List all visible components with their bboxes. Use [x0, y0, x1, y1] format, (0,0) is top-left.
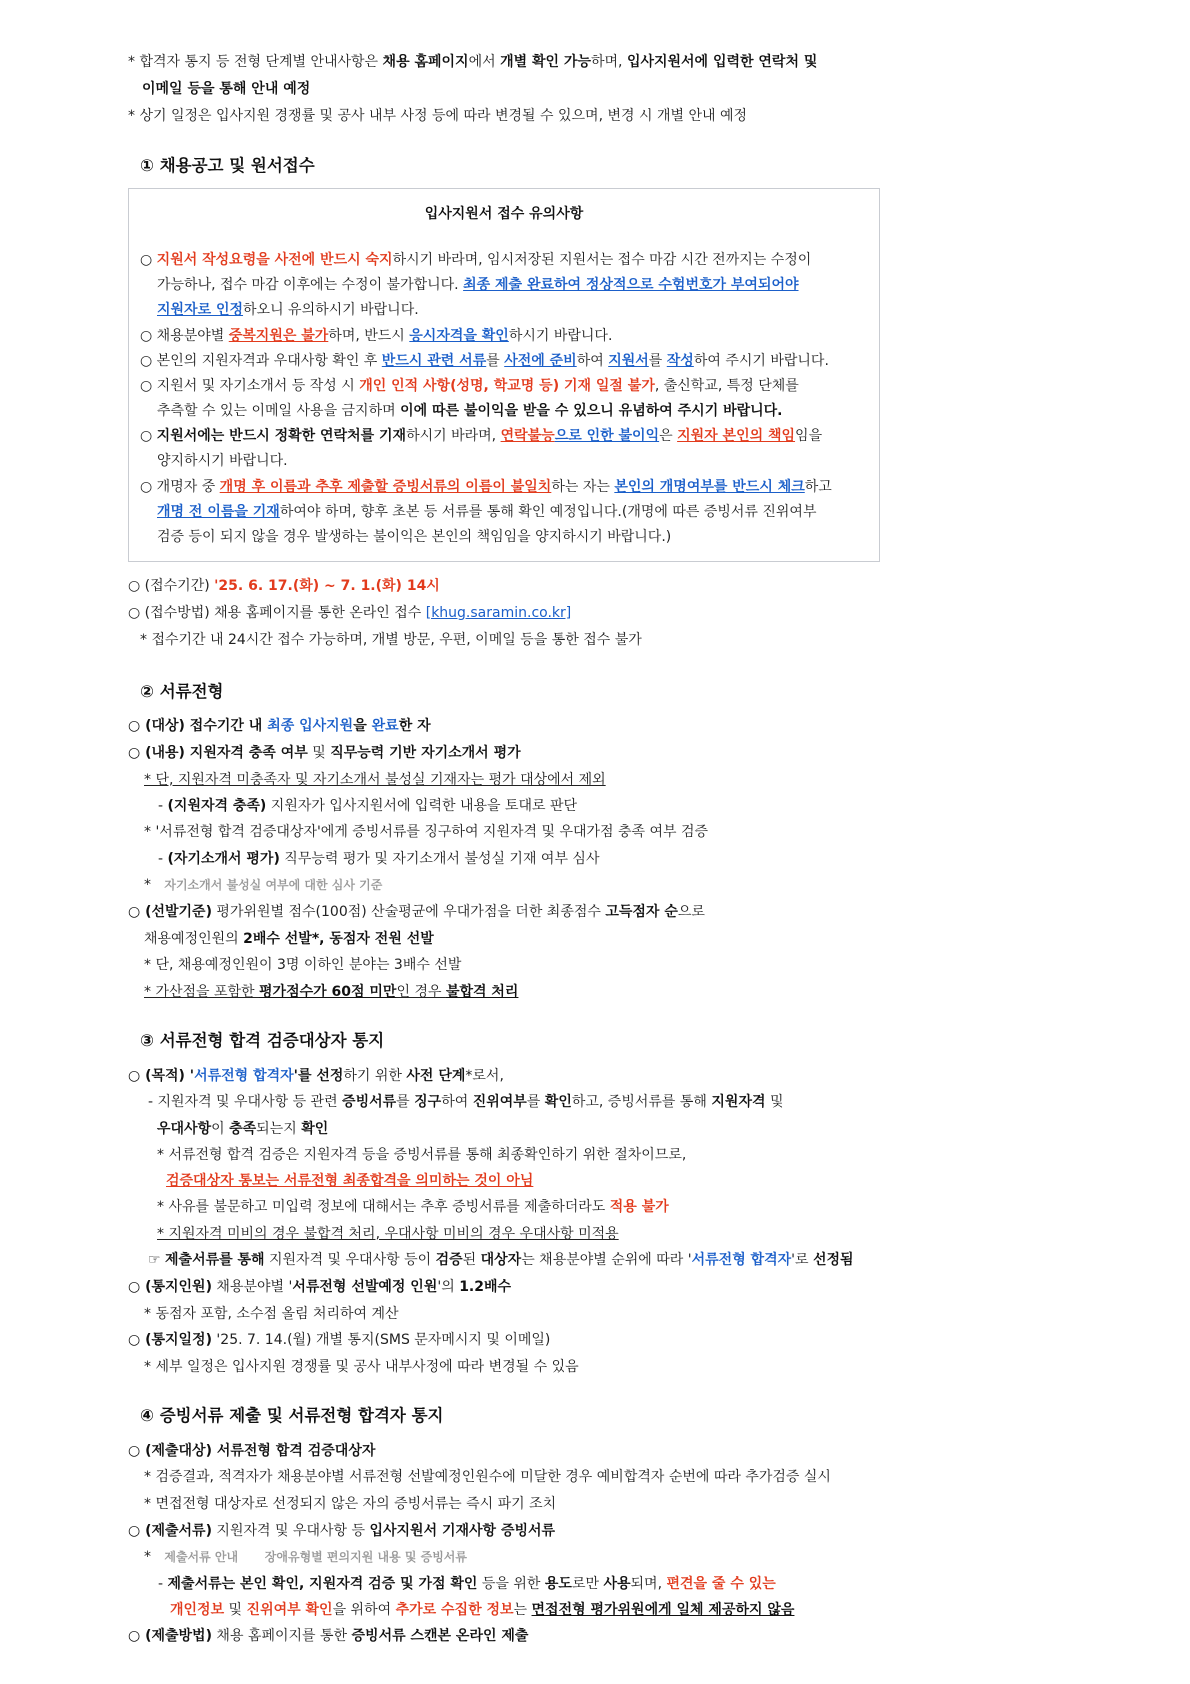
- text: ○ (통지인원): [128, 1279, 212, 1295]
- text: 및: [224, 1602, 247, 1618]
- text: 된: [462, 1252, 481, 1268]
- text: 를: [396, 1094, 415, 1110]
- text: ○ (통지일정): [128, 1332, 212, 1348]
- section-heading-2: ② 서류전형: [140, 682, 224, 701]
- text: 지원자 본인의 책임: [677, 428, 796, 444]
- text: 은: [659, 428, 678, 444]
- s4-note-2: * 면접전형 대상자로 선정되지 않은 자의 증빙서류는 즉시 파기 조치: [144, 1496, 557, 1512]
- text: 사전에 준비: [504, 353, 577, 369]
- text: 이: [211, 1121, 230, 1137]
- text: 지원서에는 반드시 정확한 연락처를 기재: [156, 428, 407, 444]
- documents-guide-link[interactable]: 제출서류 안내: [164, 1550, 239, 1564]
- s2-qualification: [158, 796, 577, 816]
- text: 하고, 증빙서류를 통해: [571, 1094, 712, 1110]
- text: 인 경우: [396, 984, 446, 1000]
- s4-usage-cont: [170, 1600, 794, 1620]
- notice-line-6: ○ 지원서 및 자기소개서 등 작성 시 개인 인적 사항(성명, 학교명 등) 기재 일절 불가, 출신학교, 특정 단체를: [140, 378, 799, 394]
- notice-line-12: 검증 등이 되지 않을 경우 발생하는 불이익은 본인의 책임임을 양지하시기 바랍니다.): [157, 529, 672, 545]
- s3-note-3: * 지원자격 미비의 경우 불합격 처리, 우대사항 미비의 경우 우대사항 미적용: [157, 1226, 619, 1242]
- text: 등을 위한: [477, 1576, 545, 1592]
- text: 개인 인적 사항(성명, 학교명 등) 기재 일절 불가: [359, 378, 655, 394]
- text: 지원서 작성요령을 사전에 반드시 숙지: [156, 252, 393, 268]
- text: 으로: [677, 904, 705, 920]
- text: 채용분야별 ': [211, 1279, 293, 1295]
- disability-support-link[interactable]: 장애유형별 편의지원 내용 및 증빙서류: [264, 1550, 467, 1564]
- notice-line-11: [157, 502, 816, 522]
- text: ○ (제출대상): [128, 1443, 212, 1459]
- s2-fail-note: [144, 982, 518, 1002]
- text: 징구: [414, 1094, 442, 1110]
- text: '25. 6. 17.(화) ~ 7. 1.(화) 14시: [214, 578, 440, 594]
- top-note-1: [128, 52, 817, 72]
- text: 용도: [544, 1576, 572, 1592]
- text: 편견을 줄 수 있는: [666, 1576, 776, 1592]
- s3-note-2: [157, 1197, 669, 1217]
- text: 확인: [544, 1094, 572, 1110]
- text: 로만: [571, 1576, 604, 1592]
- text: 하기 위한: [343, 1068, 407, 1084]
- text: 지원서 및 자기소개서 등 작성 시: [156, 378, 360, 394]
- text: 으로 인한 불이익: [554, 428, 660, 444]
- text: -: [158, 1576, 168, 1592]
- notice-line-1: ○ 지원서 작성요령을 사전에 반드시 숙지하시기 바라며, 임시저장된 지원서는 접수 마감 시간 전까지는 수정이: [140, 252, 812, 268]
- text: 를: [648, 353, 667, 369]
- section-heading-3: ③ 서류전형 합격 검증대상자 통지: [140, 1031, 385, 1050]
- text: 충족: [229, 1121, 257, 1137]
- text: 하시기 바라며, 임시저장된 지원서는 접수 마감 시간 전까지는 수정이: [392, 252, 812, 268]
- top-note-2: * 상기 일정은 입사지원 경쟁률 및 공사 내부 사정 등에 따라 변경될 수 있으며, 변경 시 개별 안내 예정: [128, 108, 747, 124]
- text: 하여 주시기 바랍니다.: [693, 353, 829, 369]
- text: 이에 따른 불이익을 받을 수 있으니 유념하여 주시기 바랍니다.: [400, 403, 783, 419]
- text: -: [158, 798, 168, 814]
- text: 에서: [468, 54, 501, 70]
- notice-line-3: [157, 300, 419, 320]
- text: 지원자격: [711, 1094, 766, 1110]
- text: 적용 불가: [609, 1199, 669, 1215]
- text: ○ (접수방법) 채용 홈페이지를 통한 온라인 접수: [128, 605, 426, 621]
- s4-target: [128, 1441, 375, 1461]
- text: 하오니 유의하시기 바랍니다.: [243, 302, 419, 318]
- text: 서류전형 합격자: [691, 1252, 792, 1268]
- notice-line-7: [157, 401, 783, 421]
- notice-line-2: [157, 275, 799, 295]
- s2-exclusion-note: * 단, 지원자격 미충족자 및 자기소개서 불성실 기재자는 평가 대상에서 제외: [144, 772, 606, 788]
- s3-purpose-detail-cont: [157, 1119, 328, 1139]
- notice-line-5: ○ 본인의 지원자격과 우대사항 확인 후 반드시 관련 서류를 사전에 준비하여 지원서를 작성하여 주시기 바랍니다.: [140, 353, 829, 369]
- text: 입사지원서에 입력한 연락처 및: [626, 54, 818, 70]
- text: 평가점수가 60점 미만: [259, 984, 397, 1000]
- text: 및: [307, 745, 331, 761]
- text: 작성: [666, 353, 694, 369]
- text: 지원자가 입사지원서에 입력한 내용을 토대로 판단: [266, 798, 578, 814]
- text: 채용 홈페이지: [382, 54, 469, 70]
- text: 한 자: [398, 718, 431, 734]
- text: 서류전형 선발예정 인원: [292, 1279, 438, 1295]
- text: 증빙서류 스캔본 온라인 제출: [351, 1628, 529, 1644]
- text: 2배수 선발*, 동점자 전원 선발: [243, 931, 434, 947]
- text: 제출서류를 통해: [165, 1252, 265, 1268]
- s4-usage: [158, 1574, 776, 1594]
- text: 를: [526, 1094, 545, 1110]
- top-note-1-cont: 이메일 등을 통해 안내 예정: [142, 81, 311, 97]
- text: ○ (내용) 지원자격 충족 여부: [128, 745, 308, 761]
- text: 채용예정인원의: [144, 931, 244, 947]
- text: ○ (목적) ': [128, 1068, 195, 1084]
- s2-target: [128, 716, 431, 736]
- text: 되며,: [630, 1576, 667, 1592]
- text: 하고: [804, 479, 832, 495]
- text: 지원자로 인정: [157, 302, 244, 318]
- text: 우대사항: [157, 1121, 212, 1137]
- text: 를: [486, 353, 505, 369]
- text: 하시기 바라며,: [406, 428, 501, 444]
- notice-line-10: ○ 개명자 중 개명 후 이름과 추후 제출할 증빙서류의 이름이 불일치하는 자는 본인의 개명여부를 반드시 체크하고: [140, 479, 832, 495]
- text: 을: [353, 718, 372, 734]
- s3-purpose-detail: [148, 1092, 783, 1112]
- text: 하며, 반드시: [328, 328, 410, 344]
- text: *: [144, 1549, 151, 1565]
- s2-selection-cont: [144, 929, 434, 949]
- text: *: [144, 877, 151, 893]
- section-heading-1: ① 채용공고 및 원서접수: [140, 156, 315, 175]
- s2-selection: [128, 902, 705, 922]
- text: '의: [437, 1279, 460, 1295]
- s3-purpose: [128, 1066, 504, 1086]
- text: ○ (제출서류): [128, 1523, 212, 1539]
- text: '를: [293, 1068, 317, 1084]
- text: 추측할 수 있는 이메일 사용을 금지하며: [157, 403, 401, 419]
- s3-note-1-warning: 검증대상자 통보는 서류전형 최종합격을 의미하는 것이 아님: [166, 1173, 534, 1189]
- text: 을 위하여: [332, 1602, 396, 1618]
- criteria-reference[interactable]: 자기소개서 불성실 여부에 대한 심사 기준: [164, 878, 383, 892]
- text: ○ (선발기준): [128, 904, 212, 920]
- s4-doc-links: [144, 1547, 467, 1567]
- text: 는 채용분야별 순위에 따라 ': [521, 1252, 692, 1268]
- text: 하는 자는: [551, 479, 615, 495]
- text: 최종 제출 완료하여 정상적으로 수험번호가 부여되어야: [463, 277, 799, 293]
- text: ○ (제출방법): [128, 1628, 212, 1644]
- text: 고득점자 순: [605, 904, 678, 920]
- notice-box-title: 입사지원서 접수 유의사항: [424, 206, 584, 222]
- apply-method: [128, 603, 571, 623]
- text: 가능하나, 접수 마감 이후에는 수정이 불가합니다.: [157, 277, 464, 293]
- text: 개인정보: [170, 1602, 225, 1618]
- text: 중복지원은 불가: [228, 328, 329, 344]
- text: 서류전형 합격 검증대상자: [211, 1443, 376, 1459]
- text: 진위여부 확인: [246, 1602, 333, 1618]
- text: * 합격자 통지 등 전형 단계별 안내사항은: [128, 54, 383, 70]
- text: 1.2배수: [459, 1279, 512, 1295]
- text: ○ (대상) 접수기간 내: [128, 718, 268, 734]
- text: 하여야 하며, 향후 초본 등 서류를 통해 확인 예정입니다.(개명에 따른 증빙서류 진위여부: [279, 504, 817, 520]
- section-heading-4: ④ 증빙서류 제출 및 서류전형 합격자 통지: [140, 1406, 444, 1425]
- text: 본인의 지원자격과 우대사항 확인 후: [156, 353, 382, 369]
- text: 되는지: [256, 1121, 302, 1137]
- text: 직무능력 평가 및 자기소개서 불성실 기재 여부 심사: [279, 851, 600, 867]
- text: 선정됨: [813, 1252, 854, 1268]
- text: 입사지원서 기재사항 증빙서류: [369, 1523, 556, 1539]
- notice-line-9: 양지하시기 바랍니다.: [157, 453, 288, 469]
- text: 연락불능: [500, 428, 555, 444]
- text: 검증: [435, 1252, 463, 1268]
- text: 확인: [301, 1121, 329, 1137]
- text: 불합격 처리: [445, 984, 519, 1000]
- s3-count: [128, 1277, 511, 1297]
- s3-note-1: * 서류전형 합격 검증은 지원자격 등을 증빙서류를 통해 최종확인하기 위한 절차이므로,: [157, 1147, 687, 1163]
- s3-schedule: [128, 1330, 550, 1350]
- notice-line-8: ○ 지원서에는 반드시 정확한 연락처를 기재하시기 바라며, 연락불능으로 인한 불이익은 지원자 본인의 책임임을: [140, 428, 823, 444]
- text: *로서,: [465, 1068, 504, 1084]
- text: - 지원자격 및 우대사항 등 관련: [148, 1094, 343, 1110]
- text: '로: [791, 1252, 813, 1268]
- text: 지원자격 및 우대사항 등: [211, 1523, 370, 1539]
- text: 하여: [576, 353, 609, 369]
- text: 하시기 바랍니다.: [508, 328, 613, 344]
- text: 사전 단계: [406, 1068, 466, 1084]
- s2-essay: [158, 849, 599, 869]
- text: 반드시 관련 서류: [381, 353, 487, 369]
- s4-method: [128, 1626, 528, 1646]
- text: 채용분야별: [156, 328, 229, 344]
- text: 본인의 개명여부를 반드시 체크: [614, 479, 805, 495]
- text: 채용 홈페이지를 통한: [211, 1628, 352, 1644]
- text: * 사유를 불문하고 미입력 정보에 대해서는 추후 증빙서류를 제출하더라도: [157, 1199, 610, 1215]
- text: 평가위원별 점수(100점) 산술평균에 우대가점을 더한 최종점수: [211, 904, 606, 920]
- text: , 출신학교, 특정 단체를: [654, 378, 799, 394]
- text: 및: [765, 1094, 784, 1110]
- text: 응시자격을 확인: [409, 328, 509, 344]
- text: 면접전형 평가위원에게 일체 제공하지 않음: [531, 1602, 795, 1618]
- text: 하여: [441, 1094, 473, 1110]
- text: (자기소개서 평가): [167, 851, 280, 867]
- text: 추가로 수집한 정보: [395, 1602, 514, 1618]
- s2-criteria-link: [144, 875, 382, 895]
- s4-note-1: * 검증결과, 적격자가 채용분야별 서류전형 선발예정인원수에 미달한 경우 예비합격자 순번에 따라 추가검증 실시: [144, 1469, 831, 1485]
- apply-note: * 접수기간 내 24시간 접수 가능하며, 개별 방문, 우편, 이메일 등을 통한 접수 불가: [140, 632, 642, 648]
- apply-period: [128, 576, 440, 596]
- text: 완료: [371, 718, 399, 734]
- s3-schedule-note: * 세부 일정은 입사지원 경쟁률 및 공사 내부사정에 따라 변경될 수 있음: [144, 1359, 579, 1375]
- s2-content: [128, 743, 521, 763]
- s2-verify-note: * '서류전형 합격 검증대상자'에게 증빙서류를 징구하여 지원자격 및 우대가점 충족 여부 검증: [144, 824, 709, 840]
- text: 지원자격 및 우대사항 등이: [264, 1252, 436, 1268]
- text: 는: [513, 1602, 532, 1618]
- s3-count-note: * 동점자 포함, 소수점 올림 처리하여 계산: [144, 1306, 399, 1322]
- s2-small-field-note: * 단, 채용예정인원이 3명 이하인 분야는 3배수 선발: [144, 957, 462, 973]
- text: '25. 7. 14.(월) 개별 통지(SMS 문자메시지 및 이메일): [211, 1332, 551, 1348]
- text: 개명 후 이름과 추후 제출할 증빙서류의 이름이 불일치: [219, 479, 552, 495]
- text: * 가산점을 포함한: [144, 984, 260, 1000]
- text: 임을: [795, 428, 823, 444]
- text: 선정: [316, 1068, 344, 1084]
- apply-site-link[interactable]: [khug.saramin.co.kr]: [425, 605, 572, 621]
- text: 개별 확인 가능: [500, 54, 591, 70]
- text: 사용: [603, 1576, 631, 1592]
- text: 대상자: [480, 1252, 522, 1268]
- text: 직무능력 기반 자기소개서 평가: [330, 745, 521, 761]
- text: 증빙서류: [342, 1094, 397, 1110]
- text: (지원자격 충족): [167, 798, 267, 814]
- pointing-hand-icon: ☞: [148, 1252, 166, 1268]
- text: 제출서류는 본인 확인, 지원자격 검증 및 가점 확인: [167, 1576, 478, 1592]
- text: 하며,: [590, 54, 627, 70]
- notice-line-4: ○ 채용분야별 중복지원은 불가하며, 반드시 응시자격을 확인하시기 바랍니다.: [140, 328, 613, 344]
- s4-documents: [128, 1521, 555, 1541]
- text: 개명자 중: [156, 479, 220, 495]
- text: ○ (접수기간): [128, 578, 215, 594]
- text: 지원서: [608, 353, 649, 369]
- text: -: [158, 851, 168, 867]
- s3-result: [148, 1250, 854, 1270]
- text: 개명 전 이름을 기재: [157, 504, 280, 520]
- text: 진위여부: [472, 1094, 527, 1110]
- text: 최종 입사지원: [267, 718, 354, 734]
- text: 서류전형 합격자: [194, 1068, 294, 1084]
